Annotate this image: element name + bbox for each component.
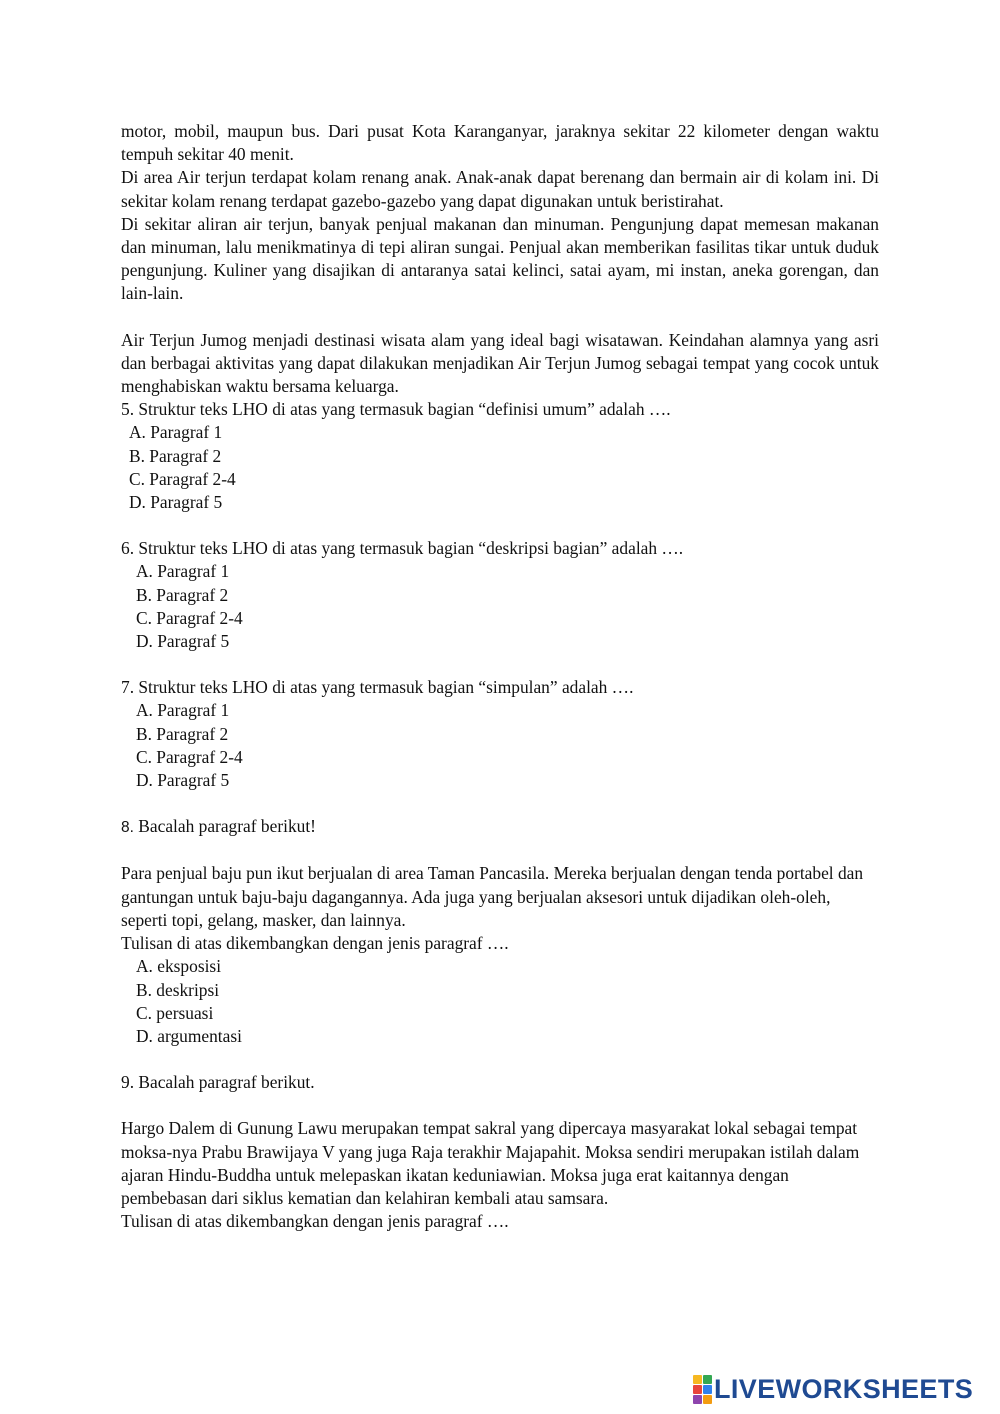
liveworksheets-logo	[693, 1374, 973, 1404]
liveworksheets-logo-icon	[693, 1375, 712, 1404]
question-8	[121, 815, 879, 839]
intro-paragraph-1: motor, mobil, maupun bus. Dari pusat Kota Karanganyar, jaraknya sekitar 22 kilometer dengan waktu tempuh sekitar 40 menit.	[121, 121, 879, 165]
q5-option-c[interactable]: C. Paragraf 2-4	[129, 468, 236, 489]
question-8-prompt: Tulisan di atas dikembangkan dengan jenis paragraf ….	[121, 933, 509, 954]
q8-option-b[interactable]: B. deskripsi	[136, 979, 220, 1000]
question-8-text: Bacalah paragraf berikut!	[133, 816, 316, 837]
question-6-options	[121, 560, 879, 653]
q8-option-d[interactable]: D. argumentasi	[136, 1025, 242, 1046]
worksheet-page	[121, 120, 879, 1233]
question-9: 9. Bacalah paragraf berikut.	[121, 1072, 315, 1093]
question-8-passage: Para penjual baju pun ikut berjualan di area Taman Pancasila. Mereka berjualan dengan tenda portabel dan gantungan untuk baju-baju dagangannya. Ada juga yang berjualan aksesori untuk dijadikan oleh-oleh, seperti topi, gelang, masker, dan lainnya.	[121, 863, 864, 930]
q7-option-d[interactable]: D. Paragraf 5	[136, 770, 230, 791]
q7-option-a[interactable]: A. Paragraf 1	[136, 700, 230, 721]
question-6: 6. Struktur teks LHO di atas yang termasuk bagian “deskripsi bagian” adalah ….	[121, 538, 684, 559]
liveworksheets-logo-text: LIVEWORKSHEETS	[714, 1374, 974, 1404]
q6-option-b[interactable]: B. Paragraf 2	[136, 584, 229, 605]
question-5: 5. Struktur teks LHO di atas yang termasuk bagian “definisi umum” adalah ….	[121, 399, 671, 420]
q7-option-b[interactable]: B. Paragraf 2	[136, 723, 229, 744]
q6-option-a[interactable]: A. Paragraf 1	[136, 561, 230, 582]
intro-paragraph-4: Air Terjun Jumog menjadi destinasi wisata alam yang ideal bagi wisatawan. Keindahan alamnya yang asri dan berbagai aktivitas yang dapat dilakukan menjadikan Air Terjun Jumog sebagai tempat yang cocok untuk menghabiskan waktu bersama keluarga.	[121, 329, 879, 397]
question-9-prompt: Tulisan di atas dikembangkan dengan jenis paragraf ….	[121, 1211, 509, 1232]
q5-option-b[interactable]: B. Paragraf 2	[129, 445, 222, 466]
question-7-options	[121, 699, 879, 792]
q6-option-c[interactable]: C. Paragraf 2-4	[136, 607, 243, 628]
question-7: 7. Struktur teks LHO di atas yang termasuk bagian “simpulan” adalah ….	[121, 677, 634, 698]
question-5-options	[121, 421, 879, 514]
q5-option-d[interactable]: D. Paragraf 5	[129, 492, 223, 513]
intro-paragraph-2: Di area Air terjun terdapat kolam renang anak. Anak-anak dapat berenang dan bermain air di kolam ini. Di sekitar kolam renang terdapat gazebo-gazebo yang dapat digunakan untuk beristirahat.	[121, 167, 879, 211]
q7-option-c[interactable]: C. Paragraf 2-4	[136, 746, 243, 767]
q8-option-a[interactable]: A. eksposisi	[136, 956, 222, 977]
q5-option-a[interactable]: A. Paragraf 1	[129, 422, 223, 443]
question-8-options	[121, 955, 879, 1048]
intro-paragraph-3: Di sekitar aliran air terjun, banyak penjual makanan dan minuman. Pengunjung dapat memesan makanan dan minuman, lalu menikmatinya di tepi aliran sungai. Penjual akan memberikan fasilitas tikar untuk duduk pengunjung. Kuliner yang disajikan di antaranya satai kelinci, satai ayam, mi instan, aneka gorengan, dan lain-lain.	[121, 213, 879, 304]
question-8-number: 8.	[121, 819, 134, 837]
q6-option-d[interactable]: D. Paragraf 5	[136, 631, 230, 652]
q8-option-c[interactable]: C. persuasi	[136, 1002, 214, 1023]
question-9-passage: Hargo Dalem di Gunung Lawu merupakan tempat sakral yang dipercaya masyarakat lokal sebagai tempat moksa-nya Prabu Brawijaya V yang juga Raja terakhir Majapahit. Moksa sendiri merupakan istilah dalam ajaran Hindu-Buddha untuk melepaskan ikatan keduniawian. Moksa juga erat kaitannya dengan pembebasan dari siklus kematian dan kelahiran kembali atau samsara.	[121, 1118, 860, 1208]
